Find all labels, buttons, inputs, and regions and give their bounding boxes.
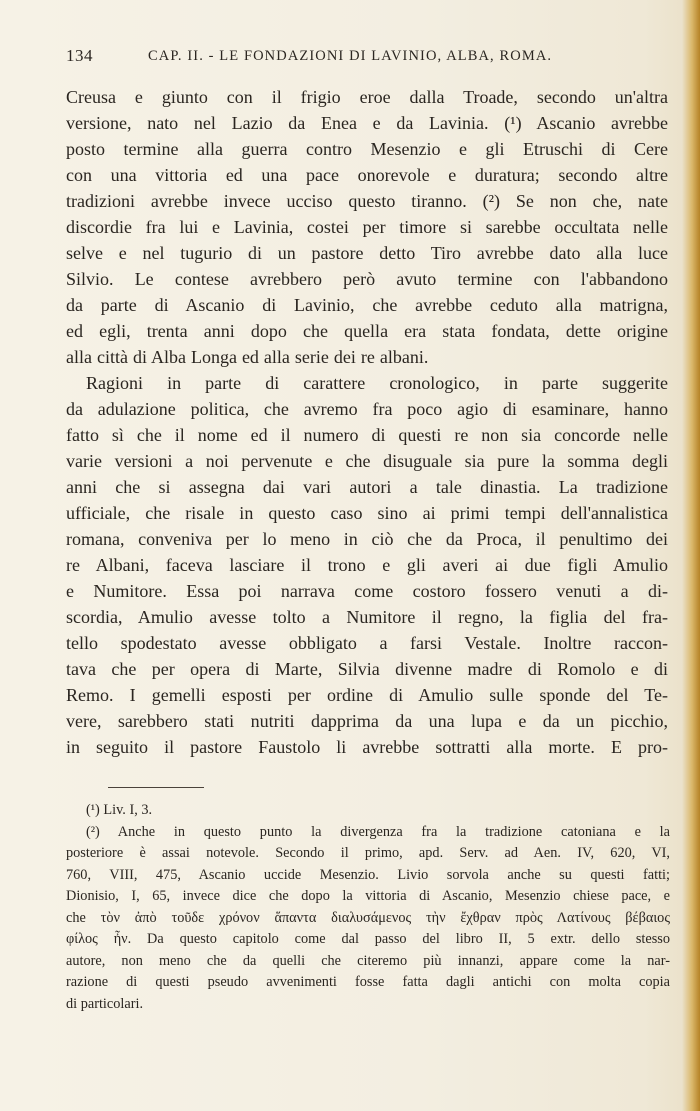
page-number: 134 <box>66 46 93 65</box>
text-line: in seguito il pastore Faustolo li avrebbe sottratti alla morte. E pro- <box>66 737 668 757</box>
page-edge-shadow <box>682 0 700 1111</box>
footnote-line: che τὸν ἀπὸ τοῦδε χρόνον ἅπαντα διαλυσάμενος τὴν ἔχθραν πρὸς Λατίνους βέβαιος <box>66 909 670 926</box>
text-line: re Albani, faceva lasciare il trono e gli averi ai due figli Amulio <box>66 555 668 575</box>
text-line: Remo. I gemelli esposti per ordine di Amulio sulle sponde del Te- <box>66 685 668 705</box>
text-line: tava che per opera di Marte, Silvia divenne madre di Romolo e di <box>66 659 668 679</box>
footnote-line: φίλος ἦν. Da questo capitolo come dal passo del libro II, 5 extr. dello stesso <box>66 931 670 947</box>
text-line: tello spodestato avesse obbligato a farsi Vestale. Inoltre raccon- <box>66 633 668 653</box>
footnote-line: posteriore è assai notevole. Secondo il primo, apd. Serv. ad Aen. IV, 620, VI, <box>66 845 670 861</box>
chapter-heading: CAP. II. - LE FONDAZIONI DI LAVINIO, ALBA, ROMA. <box>148 48 553 64</box>
text-line: romana, conveniva per lo meno in ciò che da Proca, il penultimo dei <box>66 529 668 549</box>
footnote-line: di particolari. <box>66 995 144 1012</box>
text-line: scordia, Amulio avesse tolto a Numitore il regno, la figlia del fra- <box>66 607 668 627</box>
text-line: tradizioni avrebbe invece ucciso questo tiranno. (²) Se non che, nate <box>66 191 668 211</box>
text-line: posto termine alla guerra contro Mesenzio e gli Etruschi di Cere <box>66 139 668 159</box>
text-line: da parte di Ascanio di Lavinio, che avrebbe ceduto alla matrigna, <box>66 295 668 315</box>
running-head <box>66 46 660 70</box>
text-line: fatto sì che il nome ed il numero di questi re non sia concorde nelle <box>66 425 668 445</box>
text-line: varie versioni a noi pervenute e che disuguale sia pure la somma degli <box>66 451 668 471</box>
main-text <box>66 84 668 760</box>
footnotes <box>66 800 670 1015</box>
text-line: Creusa e giunto con il frigio eroe dalla Troade, secondo un'altra <box>66 87 668 107</box>
text-line: selve e nel tugurio di un pastore detto Tiro avrebbe dato alla luce <box>66 243 668 263</box>
text-line: anni che si assegna dai vari autori a tale dinastia. La tradizione <box>66 477 668 497</box>
footnote-line: Dionisio, I, 65, invece dice che dopo la vittoria di Ascanio, Mesenzio chiese pace, e <box>66 888 670 904</box>
text-line: da adulazione politica, che avremo fra poco agio di esaminare, hanno <box>66 399 668 419</box>
footnote-separator <box>108 787 204 788</box>
text-line: vere, sarebbero stati nutriti dapprima da una lupa e da un picchio, <box>66 711 668 731</box>
text-line: Silvio. Le contese avrebbero però avuto termine con l'abbandono <box>66 269 668 289</box>
footnote-line: razione di questi pseudo avvenimenti fosse fatta dagli antichi con molta copia <box>66 974 670 990</box>
footnote-line: autore, non meno che da quelli che citeremo più innanzi, appare come la nar- <box>66 952 670 969</box>
text-line: e Numitore. Essa poi narrava come costoro fossero venuti a di- <box>66 581 668 601</box>
text-line: Ragioni in parte di carattere cronologico, in parte suggerite <box>86 373 668 393</box>
text-line: ufficiale, che risale in questo caso sino ai primi tempi dell'annalistica <box>66 503 668 523</box>
text-line: versione, nato nel Lazio da Enea e da Lavinia. (¹) Ascanio avrebbe <box>66 113 668 133</box>
text-line: alla città di Alba Longa ed alla serie dei re albani. <box>66 347 429 367</box>
footnote-line: 760, VIII, 475, Ascanio uccide Mesenzio. Livio sorvola anche su questi fatti; <box>66 866 670 883</box>
text-line: ed egli, trenta anni dopo che quella era stata fondata, dette origine <box>66 321 668 341</box>
text-line: con una vittoria ed una pace onorevole e duratura; secondo altre <box>66 165 668 185</box>
text-line: discordie fra lui e Lavinia, costei per timore si sarebbe occultata nelle <box>66 217 668 237</box>
footnote-line: (¹) Liv. I, 3. <box>86 802 153 818</box>
footnote-line: (²) Anche in questo punto la divergenza fra la tradizione catoniana e la <box>86 823 670 840</box>
